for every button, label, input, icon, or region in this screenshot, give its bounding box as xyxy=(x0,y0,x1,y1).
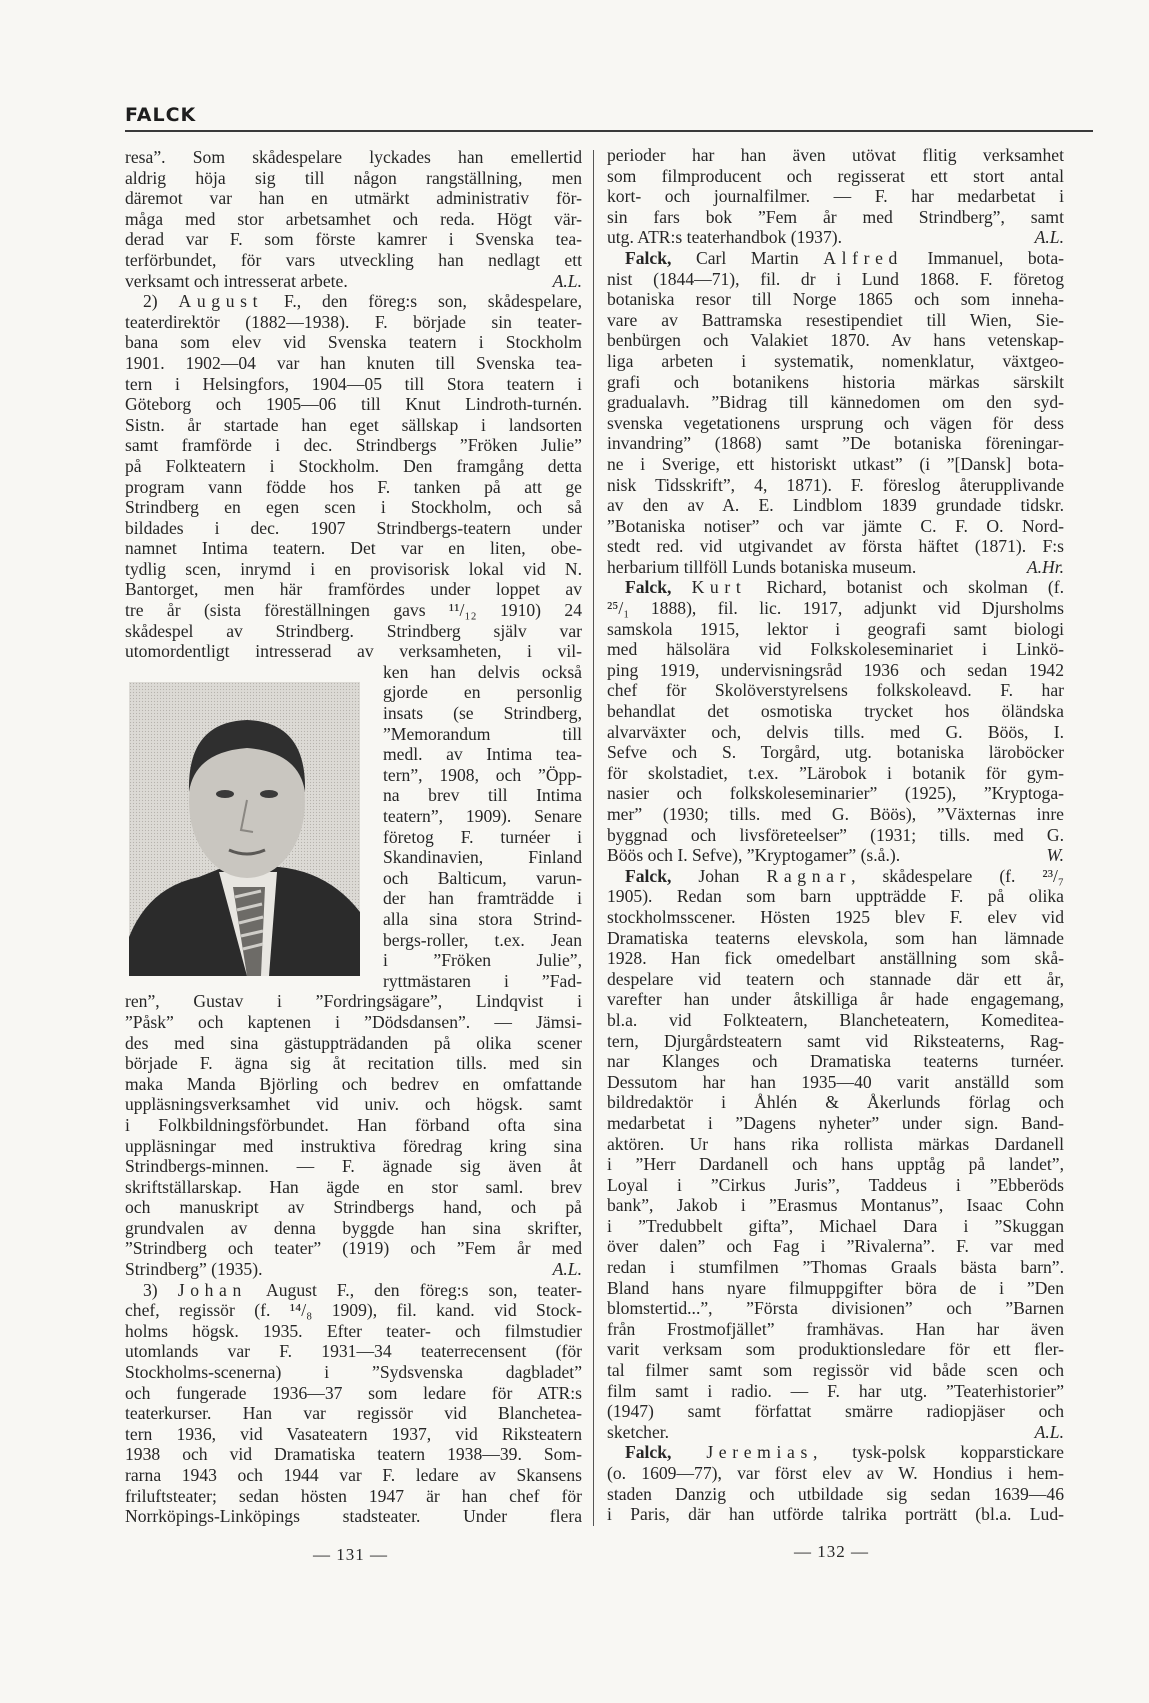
spaced-name: August xyxy=(178,291,264,312)
portrait-photo xyxy=(129,682,360,976)
text-line: 1938 och vid Dramatiska teatern 1938—39. Som- xyxy=(125,1444,582,1465)
text-line xyxy=(125,291,582,312)
text-line: uppläsningsverksamhet vid univ. och högsk. samt xyxy=(125,1094,582,1115)
text-line: i Paris, där han utförde talrika porträtt (bl.a. Lud- xyxy=(607,1504,1064,1525)
text-segment: herbarium tillföll Lunds botaniska museum. xyxy=(607,556,917,577)
text-line: Bland hans nyare filmuppgifter böra de i ”Den xyxy=(607,1277,1064,1298)
text-line: för skolstadiet, t.ex. ”Lärobok i botanik för gym- xyxy=(607,762,1064,783)
text-line: tern”, 1908, och ”Öpp- xyxy=(383,764,582,785)
text-line: tern i Helsingfors, 1904—05 till Stora teatern i xyxy=(125,373,582,394)
text-line: grafi och botanikens historia märkas särskilt xyxy=(607,371,1064,392)
text-line: byggnad och livsföreteelser” (1931; tills. med G. xyxy=(607,824,1064,845)
text-line: tydlig scen, inrymd i en provisorisk lokal vid N. xyxy=(125,558,582,579)
text-line: ”Botaniska notiser” och var jämte C. F. O. Nord- xyxy=(607,515,1064,536)
text-segment: , tysk-polsk kopparstickare xyxy=(812,1442,1064,1463)
text-line: blomstertid...”, ”Första divisionen” och ”Barnen xyxy=(607,1298,1064,1319)
text-line: holms högsk. 1935. Efter teater- och filmstudier xyxy=(125,1320,582,1341)
text-line: började F. ägna sig åt recitation tills. med sin xyxy=(125,1053,582,1074)
spaced-name: Ragnar xyxy=(766,865,852,886)
text-line: bank”, Jakob i ”Erasmus Montanus”, Isaac Cohn xyxy=(607,1195,1064,1216)
text-line xyxy=(607,1422,1064,1443)
text-line xyxy=(607,1442,1064,1463)
header-rule xyxy=(125,130,1093,132)
text-line: staden Danzig och utbildade sig sedan 1639—46 xyxy=(607,1483,1064,1504)
author-signature: A.L. xyxy=(552,1259,582,1280)
text-line: Sefve och S. Torgård, utg. botaniska läroböcker xyxy=(607,742,1064,763)
text-line: friluftsteater; sedan hösten 1947 är han chef för xyxy=(125,1485,582,1506)
text-line: ²⁵/₁ 1888), fil. lic. 1917, adjunkt vid Djursholms xyxy=(607,598,1064,619)
text-line: chef, regissör (f. ¹⁴/₈ 1909), fil. kand. vid Stock- xyxy=(125,1300,582,1321)
text-line: alvarväxter och, delvis tills. med G. Böös, I. xyxy=(607,721,1064,742)
text-line: i ”Fröken Julie”, xyxy=(383,950,582,971)
text-line: av den av A. E. Lindblom 1839 grundade tidskr. xyxy=(607,495,1064,516)
text-line: i ”Tredubbelt gifta”, Michael Dara i ”Skuggan xyxy=(607,1215,1064,1236)
text-line: ”Memorandum till xyxy=(383,723,582,744)
text-line: sin fars bok ”Fem år med Strindberg”, samt xyxy=(607,206,1064,227)
text-line: na brev till Intima xyxy=(383,785,582,806)
text-line: bl.a. vid Folkteatern, Blancheteatern, Komeditea- xyxy=(607,1009,1064,1030)
text-segment: Carl Martin xyxy=(671,247,824,268)
page-number-right: — 132 — xyxy=(794,1542,869,1561)
text-line xyxy=(607,866,1064,887)
text-line: tern, Djurgårdsteatern samt vid Riksteaterns, Rag- xyxy=(607,1030,1064,1051)
text-line: företog F. turnéer i xyxy=(383,826,582,847)
text-line: Strindbergs-minnen. — F. ägnade sig även åt xyxy=(125,1156,582,1177)
text-segment: Johan xyxy=(671,865,767,886)
spaced-name: Johan xyxy=(177,1279,247,1300)
text-line: Skandinavien, Finland xyxy=(383,847,582,868)
text-segment: Immanuel, bota- xyxy=(903,247,1064,268)
text-line: ”Strindberg och teater” (1919) och ”Fem år med xyxy=(125,1238,582,1259)
text-line: som filmproducent och regisserat ett stort antal xyxy=(607,165,1064,186)
text-line: insats (se Strindberg, xyxy=(383,703,582,724)
text-line: program vann födde hos F. tanken på att ge xyxy=(125,476,582,497)
text-line: film samt i radio. — F. har utg. ”Teaterhistorier” xyxy=(607,1380,1064,1401)
text-line xyxy=(607,227,1064,248)
text-segment xyxy=(671,1442,706,1462)
text-line: (1947) samt författat smärre radiopjäser och xyxy=(607,1401,1064,1422)
entry-headword: Falck, xyxy=(625,1442,672,1463)
text-line: samt framförde i dec. Strindbergs ”Fröken Julie” xyxy=(125,435,582,456)
text-line: svenska vegetationens ursprung och vägen för dess xyxy=(607,412,1064,433)
text-line: på Folkteatern i Stockholm. Den framgång detta xyxy=(125,455,582,476)
author-signature: W. xyxy=(1046,845,1064,866)
text-line: måga med stor arbetsamhet och reda. Högt vär- xyxy=(125,208,582,229)
text-line: ryttmästaren i ”Fad- xyxy=(383,970,582,991)
text-line: behandlat det osmotiska trycket hos öländska xyxy=(607,701,1064,722)
text-line: derad var F. som förste kamrer i Svenska tea- xyxy=(125,229,582,250)
text-line: alla sina stora Strind- xyxy=(383,908,582,929)
text-line: aldrig höja sig till någon rangställning, men xyxy=(125,167,582,188)
text-line: stedt red. vid utgivandet av första häftet (1871). F:s xyxy=(607,536,1064,557)
text-line: från Frostmofjället” framhävas. Han har även xyxy=(607,1318,1064,1339)
text-line: vare av Battramska resestipendiet till Wien, Sie- xyxy=(607,309,1064,330)
text-segment: verksamt och intresserat arbete. xyxy=(125,270,348,291)
author-signature: A.L. xyxy=(1034,1421,1064,1442)
author-signature: A.L. xyxy=(1034,227,1064,248)
column-divider xyxy=(593,150,594,1526)
text-line: teaterdirektör (1882—1938). F. började sin teater- xyxy=(125,311,582,332)
text-line: utomordentligt intresserad av verksamheten, i vil- xyxy=(125,641,582,662)
text-line: ren”, Gustav i ”Fordringsägare”, Lindqvist i xyxy=(125,991,582,1012)
text-line: rarna 1943 och 1944 var F. ledare av Skansens xyxy=(125,1465,582,1485)
text-line: Norrköpings-Linköpings stadsteater. Under flera xyxy=(125,1506,582,1527)
text-line: gradualavh. ”Bidrag till kännedomen om den syd- xyxy=(607,392,1064,413)
running-head: FALCK xyxy=(125,104,197,126)
text-segment: F., den föreg:s son, skådespelare, xyxy=(263,291,582,312)
text-line: Dramatiska teaterns elevskola, som han lämnade xyxy=(607,927,1064,948)
text-line: varit verksam som produktionsledare för ett fler- xyxy=(607,1339,1064,1360)
text-line: tre år (sista föreställningen gavs ¹¹/₁₂ 1910) 24 xyxy=(125,600,582,621)
text-line: ne i Sverige, ett historiskt utkast” (i ”[Dansk] bota- xyxy=(607,453,1064,474)
text-segment: utg. ATR:s teaterhandbok (1937). xyxy=(607,227,843,248)
text-line: med hälsolära vid Folkskoleseminariet i Linkö- xyxy=(607,639,1064,660)
text-line: uppläsningar med instruktiva föredrag kring sina xyxy=(125,1135,582,1156)
text-line: nisk Tidsskrift”, 4, 1871). F. föreslog återupplivande xyxy=(607,474,1064,495)
text-line: nasier och folkskoleseminarier” (1925), ”Kryptoga- xyxy=(607,783,1064,804)
text-line: och manuskript av Strindbergs hand, och på xyxy=(125,1197,582,1218)
text-line: i Folkbildningsförbundet. Han förband ofta sina xyxy=(125,1114,582,1135)
text-line xyxy=(607,845,1064,866)
text-line: över dalen” och Fag i ”Rivalerna”. F. var med xyxy=(607,1236,1064,1257)
text-line: nist (1844—71), fil. dr i Lund 1868. F. företog xyxy=(607,268,1064,289)
text-line xyxy=(125,1280,582,1301)
text-line: liga arbeten i systematik, nomenklatur, växtgeo- xyxy=(607,350,1064,371)
text-line: varefter han under åtskilliga år hade engagemang, xyxy=(607,989,1064,1010)
entry-headword: Falck, xyxy=(625,247,672,268)
text-line: Loyal i ”Cirkus Juris”, Taddeus i ”Ebberöds xyxy=(607,1174,1064,1195)
text-line: tern 1936, vid Vasateatern 1937, vid Riksteatern xyxy=(125,1423,582,1444)
text-line: Strindberg en egen scen i Stockholm, och så xyxy=(125,497,582,518)
spaced-name: Kurt xyxy=(691,577,747,598)
text-line: i ”Herr Dardanell och hans upptåg på landet”, xyxy=(607,1154,1064,1175)
text-line xyxy=(607,557,1064,578)
text-line: ken han delvis också xyxy=(383,661,582,682)
text-segment: Strindberg” (1935). xyxy=(125,1259,263,1280)
text-line: Dessutom har han 1935—40 varit anställd som xyxy=(607,1071,1064,1092)
text-line: och fungerade 1936—37 som ledare för ATR:s xyxy=(125,1382,582,1403)
text-line: nar Klanges och Dramatiska teaterns turnéer. xyxy=(607,1051,1064,1072)
text-line: despelare vid teatern och stannade där ett år, xyxy=(607,968,1064,989)
text-line: bildades i dec. 1907 Strindbergs-teatern under xyxy=(125,517,582,538)
text-segment: sketcher. xyxy=(607,1421,670,1442)
text-line: tal filmer samt som regissör vid både scen och xyxy=(607,1360,1064,1381)
text-line: namnet Intima teatern. Det var en liten, obe- xyxy=(125,538,582,559)
text-line: teaterkurser. Han var regissör vid Blanchetea- xyxy=(125,1403,582,1424)
text-line: mer” (1930; tills. med G. Böös), ”Växternas inre xyxy=(607,804,1064,824)
text-line xyxy=(125,1259,582,1280)
text-line: kort- och journalfilmer. — F. har medarbetat i xyxy=(607,186,1064,207)
spaced-name: Jeremias xyxy=(706,1442,813,1463)
text-line: bana som elev vid Svenska teatern i Stockholm xyxy=(125,332,582,353)
text-line: resa”. Som skådespelare lyckades han emellertid xyxy=(125,147,582,167)
entry-headword: Falck, xyxy=(625,865,672,886)
text-line: teatern”, 1909). Senare xyxy=(383,806,582,826)
text-line: medarbetat i ”Dagens nyheter” under sign. Band- xyxy=(607,1112,1064,1133)
text-segment: 2) xyxy=(143,291,179,312)
text-line: bergs-roller, t.ex. Jean xyxy=(383,929,582,950)
text-line: 1901. 1902—04 var han knuten till Svenska tea- xyxy=(125,352,582,373)
text-line: ping 1919, undervisningsråd 1936 och sedan 1942 xyxy=(607,659,1064,680)
text-line: utomlands var F. 1931—34 teaterrecensent (för xyxy=(125,1341,582,1362)
text-line: (o. 1609—77), var först elev av W. Hondius i hem- xyxy=(607,1463,1064,1483)
text-line xyxy=(607,248,1064,269)
text-line: Bantorget, men här framfördes under loppet av xyxy=(125,579,582,600)
text-line: medl. av Intima tea- xyxy=(383,744,582,765)
text-line: och Balticum, varun- xyxy=(383,867,582,888)
text-line: Stockholms-scenerna) i ”Sydsvenska dagbladet” xyxy=(125,1362,582,1383)
text-line: Sistn. år startade han eget sällskap i landsorten xyxy=(125,414,582,435)
text-line: redan i stumfilmen ”Thomas Graals bästa barn”. xyxy=(607,1257,1064,1278)
text-segment: 3) xyxy=(143,1279,178,1300)
spaced-name: Alfred xyxy=(823,247,903,268)
text-line: gjorde en personlig xyxy=(383,682,582,703)
text-segment xyxy=(671,577,691,597)
text-line: 1928. Han fick omedelbart anställning som skå- xyxy=(607,948,1064,969)
text-line: terförbundet, för vars utveckling han nedlagt ett xyxy=(125,249,582,270)
text-line: aktören. Ur hans rika rollista märkas Dardanell xyxy=(607,1133,1064,1154)
text-line: chef för Skolöverstyrelsens folkskoleavd. F. har xyxy=(607,680,1064,701)
right-column xyxy=(607,145,1064,1525)
text-line: skådespel av Strindberg. Strindberg själv var xyxy=(125,620,582,641)
text-line: perioder har han även utövat flitig verksamhet xyxy=(607,145,1064,165)
text-line: Göteborg och 1905—06 till Knut Lindroth-turnén. xyxy=(125,394,582,415)
text-line: däremot var han en utmärkt administrativ för- xyxy=(125,188,582,209)
entry-headword: Falck, xyxy=(625,577,672,598)
text-line: des med sina gästuppträdanden på olika scener xyxy=(125,1032,582,1053)
text-line: grundvalen av denna byggde han sina skrifter, xyxy=(125,1217,582,1238)
text-line: invandring” (1868) samt ”De botaniska föreningar- xyxy=(607,433,1064,454)
text-line: maka Manda Björling och bedrev en omfattande xyxy=(125,1073,582,1094)
text-line: ”Påsk” och kaptenen i ”Dödsdansen”. — Jämsi- xyxy=(125,1011,582,1032)
text-line: 1905). Redan som barn uppträdde F. på olika xyxy=(607,886,1064,907)
text-line: der han framträdde i xyxy=(383,888,582,909)
text-line: benbürgen och Valakiet 1870. Av hans vetenskap- xyxy=(607,330,1064,351)
text-line: stockholmsscener. Hösten 1925 blev F. elev vid xyxy=(607,906,1064,927)
author-signature: A.Hr. xyxy=(1026,556,1064,577)
text-line: botaniska resor till Norge 1865 och som inneha- xyxy=(607,289,1064,310)
text-line xyxy=(125,271,582,292)
text-segment: Böös och I. Sefve), ”Kryptogamer” (s.å.). xyxy=(607,845,901,866)
text-segment: August F., den föreg:s son, teater- xyxy=(246,1279,582,1300)
text-line: bildredaktör i Åhlén & Åkerlunds förlag och xyxy=(607,1092,1064,1113)
text-line: samskola 1915, lektor i geografi samt biologi xyxy=(607,618,1064,639)
text-segment: Richard, botanist och skolman (f. xyxy=(746,577,1064,598)
author-signature: A.L. xyxy=(552,270,582,291)
text-line xyxy=(607,577,1064,598)
text-segment: , skådespelare (f. ²³/₇ xyxy=(851,865,1064,886)
text-line: skriftställarskap. Han ägde en stor saml. brev xyxy=(125,1176,582,1197)
page-number-left: — 131 — xyxy=(313,1545,388,1564)
